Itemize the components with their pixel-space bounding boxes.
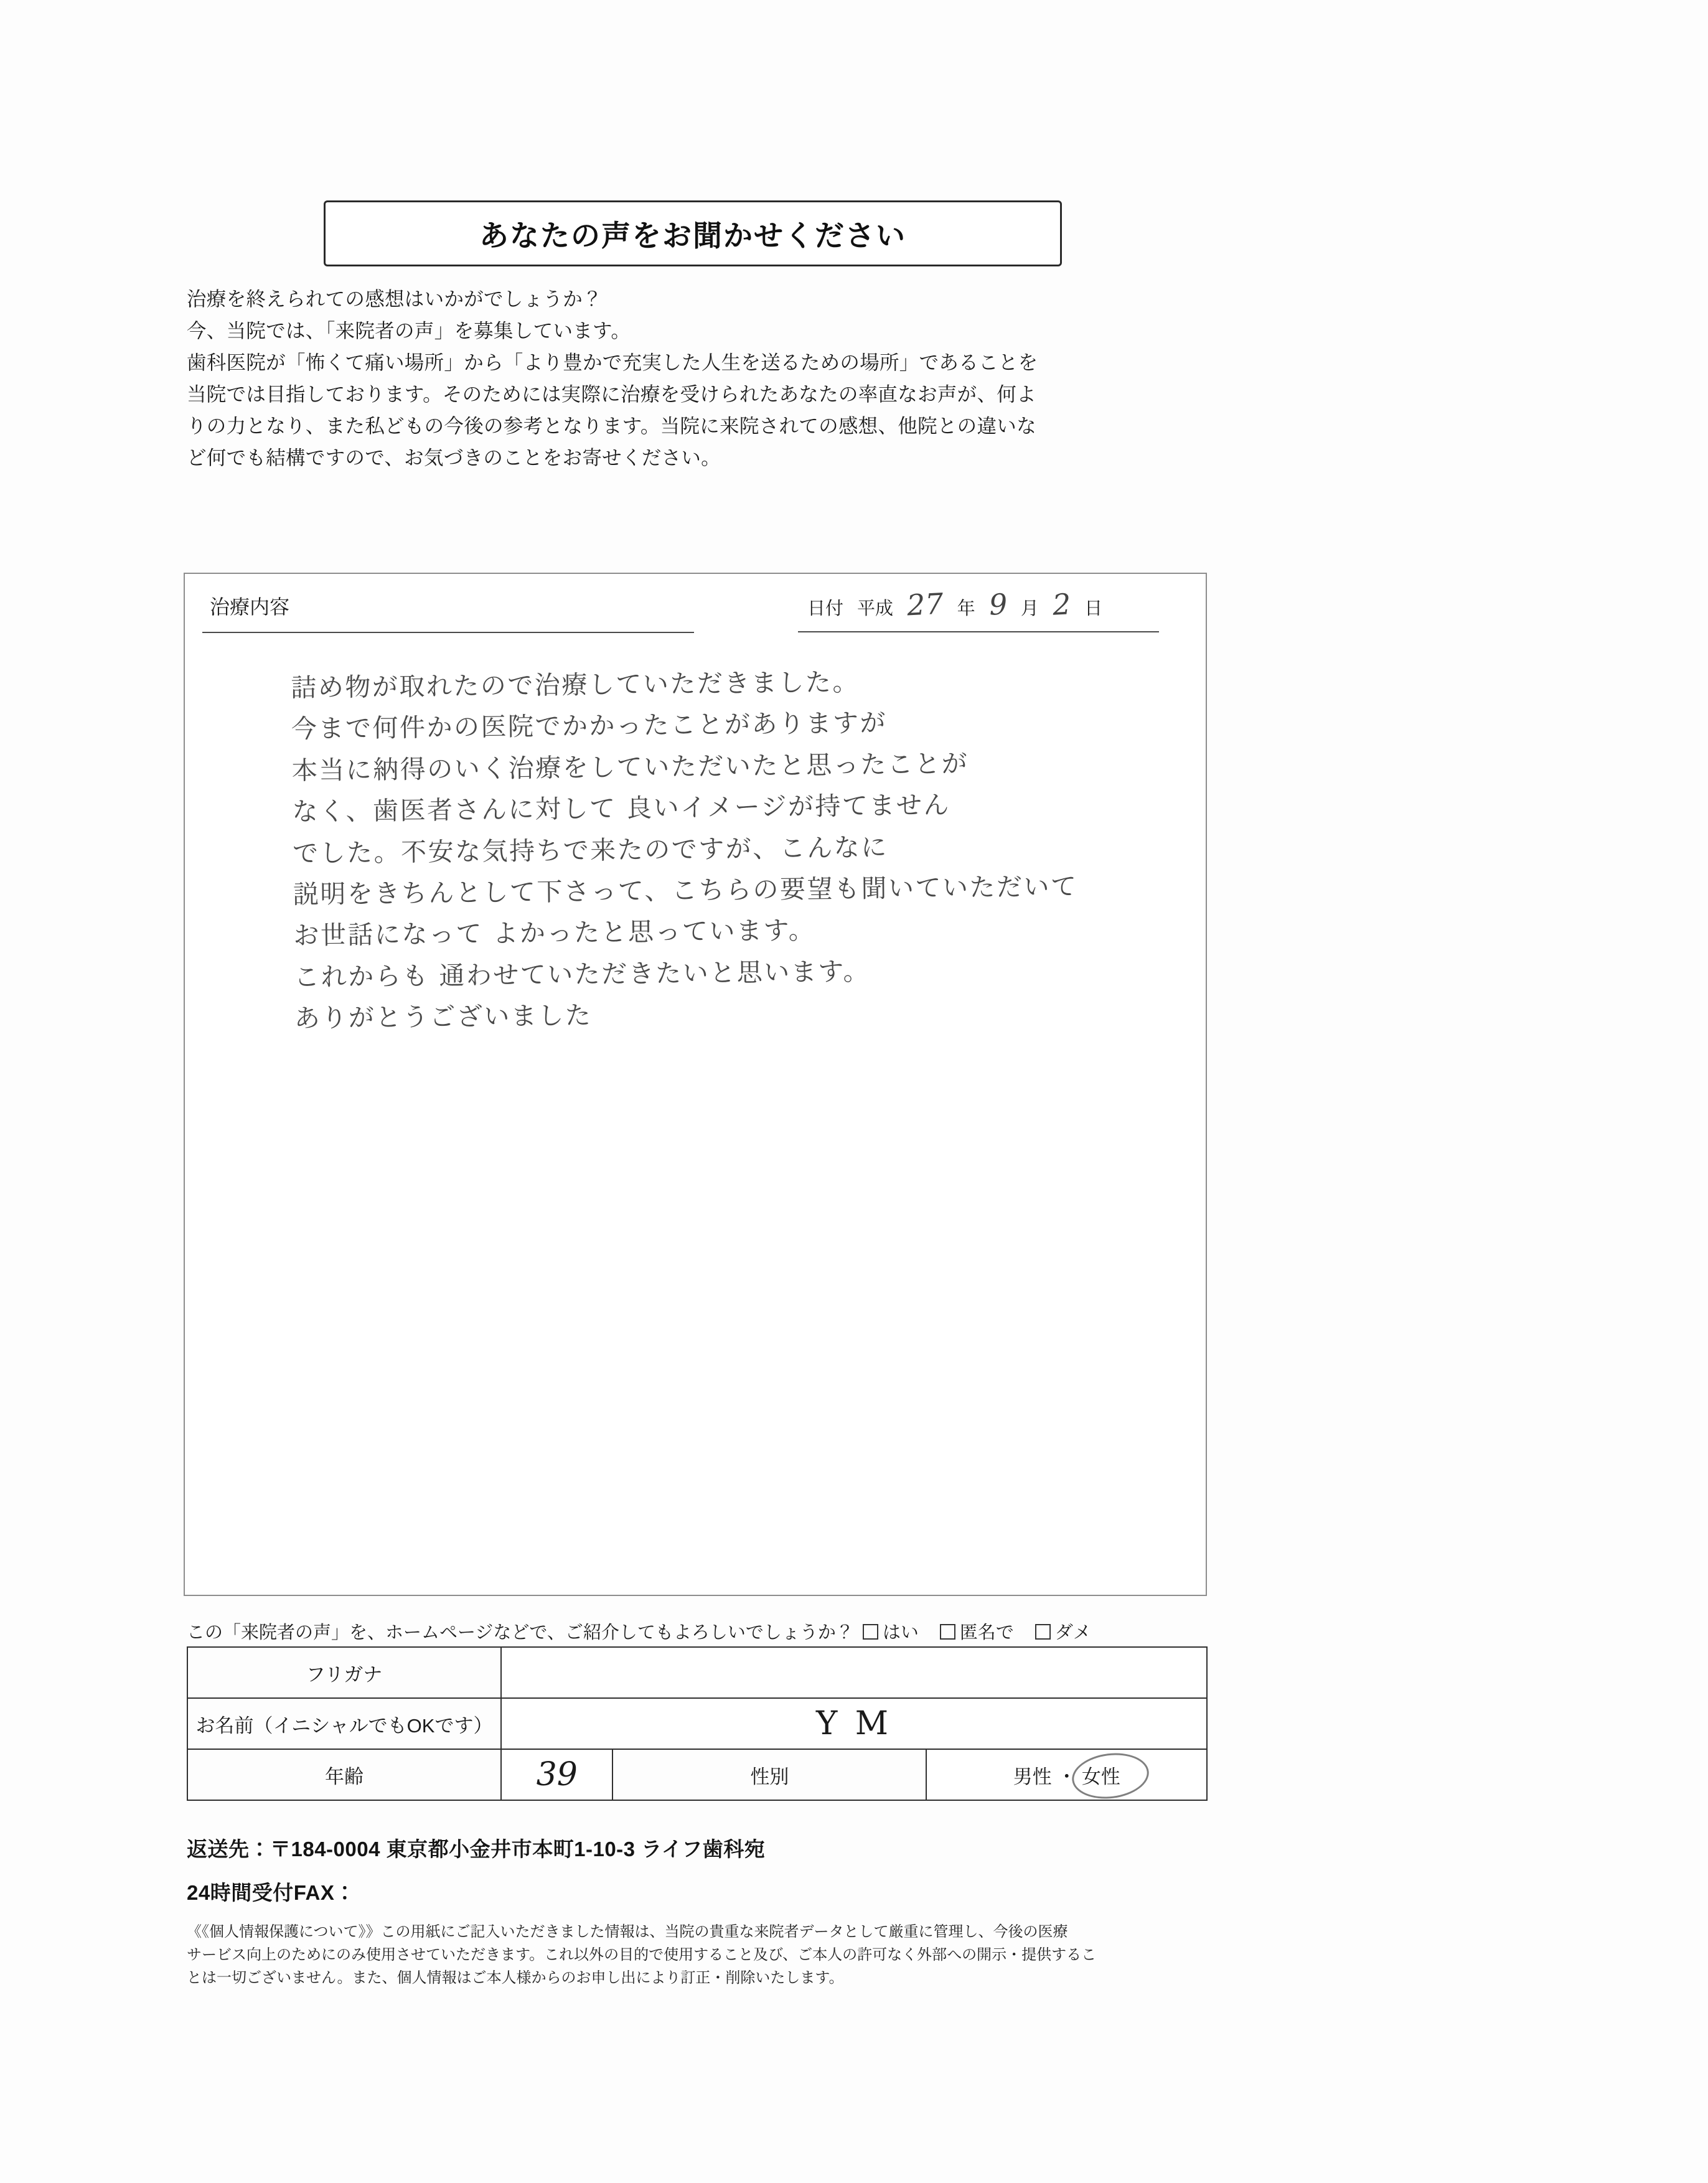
intro-line-4: 当院では目指しております。そのためには実際に治療を受けられたあなたの率直なお声が、何よ bbox=[187, 383, 1036, 406]
publish-option-yes[interactable] bbox=[863, 1618, 919, 1644]
furigana-label: フリガナ bbox=[187, 1647, 501, 1698]
date-day-value: 2 bbox=[1051, 587, 1072, 622]
privacy-line-2: サービス向上のためにのみ使用させていただきます。これ以外の目的で使用すること及び、ご本人の許可なく外部への開示・提供するこ bbox=[187, 1946, 1097, 1964]
checkbox-no-icon[interactable] bbox=[1035, 1624, 1051, 1640]
intro-line-6: ど何でも結構ですので、お気づきのことをお寄せください。 bbox=[187, 446, 721, 469]
page-title: あなたの声をお聞かせください bbox=[479, 218, 906, 252]
checkbox-anonymous-icon[interactable] bbox=[940, 1624, 955, 1640]
name-value[interactable]: Y M bbox=[501, 1698, 1207, 1749]
form-title-box bbox=[324, 200, 1062, 266]
publish-option-yes-label: はい bbox=[882, 1623, 919, 1643]
age-value[interactable]: 39 bbox=[501, 1749, 612, 1800]
gender-label: 性別 bbox=[612, 1749, 926, 1800]
table-row-furigana bbox=[187, 1647, 1207, 1698]
publish-permission-row bbox=[187, 1618, 1104, 1644]
publish-option-anonymous-label: 匿名で bbox=[959, 1623, 1014, 1643]
table-row-name bbox=[187, 1698, 1207, 1749]
privacy-line-3: とは一切ございません。また、個人情報はご本人様からのお申し出により訂正・削除いたします。 bbox=[187, 1969, 844, 1987]
publish-option-anonymous[interactable] bbox=[940, 1618, 1014, 1644]
treatment-content-label: 治療内容 bbox=[210, 596, 290, 618]
date-month-value: 9 bbox=[988, 587, 1008, 622]
date-day-unit: 日 bbox=[1084, 599, 1103, 619]
gender-options-label: 男性 ・ 女性 bbox=[1013, 1765, 1120, 1788]
date-year-value: 27 bbox=[906, 586, 944, 622]
date-month-unit: 月 bbox=[1020, 599, 1039, 619]
intro-line-1: 治療を終えられての感想はいかがでしょうか？ bbox=[187, 288, 603, 310]
privacy-line-1: 《《個人情報保護について》》この用紙にご記入いただきました情報は、当院の貴重な来院者データとして厳重に管理し、今後の医療 bbox=[187, 1923, 1068, 1940]
intro-line-3: 歯科医院が「怖くて痛い場所」から「より豊かで充実した人生を送るための場所」であることを bbox=[187, 351, 1038, 374]
date-underline bbox=[798, 631, 1159, 632]
furigana-value[interactable] bbox=[501, 1647, 1207, 1698]
treatment-content-underline bbox=[202, 632, 694, 633]
publish-permission-question: この「来院者の声」を、ホームページなどで、ご紹介してもよろしいでしょうか？ bbox=[187, 1623, 854, 1643]
date-year-unit: 年 bbox=[957, 599, 975, 619]
privacy-notice bbox=[187, 1920, 1208, 1990]
comment-frame bbox=[184, 573, 1207, 1596]
checkbox-yes-icon[interactable] bbox=[863, 1624, 878, 1640]
table-row-age-gender bbox=[187, 1749, 1207, 1800]
age-label: 年齢 bbox=[187, 1749, 501, 1800]
return-address: 返送先：〒184-0004 東京都小金井市本町1-10-3 ライフ歯科宛 bbox=[187, 1838, 766, 1861]
date-era-label: 平成 bbox=[857, 599, 894, 619]
intro-paragraph bbox=[187, 283, 1394, 474]
comment-frame-header bbox=[185, 574, 1206, 642]
respondent-info-table bbox=[187, 1646, 1208, 1801]
gender-options[interactable] bbox=[926, 1749, 1207, 1800]
fax-label: 24時間受付FAX： bbox=[187, 1881, 355, 1904]
publish-option-no-label: ダメ bbox=[1054, 1623, 1091, 1643]
date-prefix-label: 日付 bbox=[807, 599, 844, 619]
name-label: お名前（イニシャルでもOKです） bbox=[187, 1698, 501, 1749]
intro-line-5: りの力となり、また私どもの今後の参考となります。当院に来院されての感想、他院との違いな bbox=[187, 415, 1036, 438]
publish-option-no[interactable] bbox=[1035, 1618, 1091, 1644]
intro-line-2: 今、当院では、「来院者の声」を募集しています。 bbox=[187, 319, 631, 342]
date-row bbox=[807, 588, 1102, 621]
handwritten-comment-text: 詰め物が取れたので治療していただきました。 今まで何件かの医院でかかったことがありますが 本当に納得のいく治療をしていただいたと思ったことが なく、歯医者さんに対して 良いイメージが持てません でした。不安な気持ちで来たのですが、こんなに 説明をきちんとして下さって、こちらの要望も聞いていただいて お世話になって よかったと思っています。 これからも 通わせていただきたいと思います。 ありがとうございました bbox=[291, 667, 1078, 1034]
